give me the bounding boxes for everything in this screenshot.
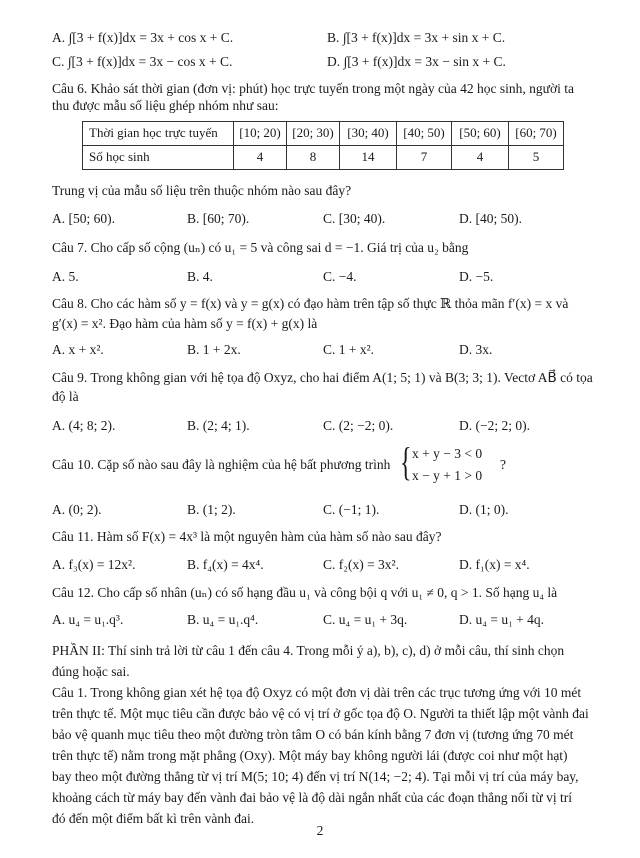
brace-symbol: { (400, 439, 412, 484)
q6-stem (52, 81, 607, 115)
page-number: 2 (316, 823, 324, 838)
q12-option-a: A. u₄ = u₁.q³. (52, 612, 124, 627)
q11-options (52, 557, 620, 577)
q12-option-b: B. u₄ = u₁.q⁴. (187, 612, 259, 627)
q5-option-b: B. ∫[3 + f(x)]dx = 3x + sin x + C. (327, 30, 506, 45)
q12-option-d: D. u₄ = u₁ + 4q. (459, 612, 545, 627)
q7-option-a: A. 5. (52, 269, 79, 284)
part2-heading-line-2: đúng hoặc sai. (52, 664, 130, 679)
q5-option-c: C. ∫[3 + f(x)]dx = 3x − cos x + C. (52, 54, 233, 69)
part2-q1-line-2: trên thực tế. Một mục tiêu cần được bảo vệ có vị trí ở gốc tọa độ O. Người ta thiết lập một vành đai (52, 706, 589, 721)
table-cell: 14 (340, 146, 397, 170)
q8-line-1: Câu 8. Cho các hàm số y = f(x) và y = g(x) có đạo hàm trên tập số thực ℝ thỏa mãn f′(x) = x và (52, 296, 569, 311)
table-cell: 7 (397, 146, 452, 170)
q10-option-c: C. (−1; 1). (323, 502, 380, 517)
part2-q1-line-6: khoảng cách từ máy bay đến vành đai bảo vệ là độ dài ngắn nhất của các đoạn thẳng nối từ vị trí (52, 790, 572, 805)
q7-option-c: C. −4. (323, 269, 357, 284)
q6-option-b: B. [60; 70). (187, 211, 250, 226)
q9-option-a: A. (4; 8; 2). (52, 418, 116, 433)
q11-option-d: D. f₁(x) = x⁴. (459, 557, 530, 572)
q9-options (52, 418, 620, 438)
q10-option-a: A. (0; 2). (52, 502, 102, 517)
q8-option-b: B. 1 + 2x. (187, 342, 241, 357)
q5-options-row2 (52, 54, 620, 74)
table-cell: [20; 30) (287, 122, 340, 146)
q9-stem (52, 370, 607, 406)
q6-options (52, 211, 620, 231)
part2-section (52, 640, 607, 829)
table-cell: [10; 20) (234, 122, 287, 146)
part2-q1-line-5: bay theo một đường thẳng từ vị trí M(5; 10; 4) đến vị trí N(14; −2; 4). Tại mỗi vị trí của máy bay, (52, 769, 579, 784)
q12-option-c: C. u₄ = u₁ + 3q. (323, 612, 408, 627)
table-header-row (83, 122, 564, 146)
table-row (83, 146, 564, 170)
q9-line-2: độ là (52, 388, 79, 404)
q10-option-b: B. (1; 2). (187, 502, 236, 517)
q12-options (52, 612, 620, 632)
table-cell: Số học sinh (83, 146, 234, 170)
q5-option-d: D. ∫[3 + f(x)]dx = 3x − sin x + C. (327, 54, 506, 69)
inequality-2: x − y + 1 > 0 (412, 468, 483, 483)
question-mark: ? (500, 457, 506, 472)
q11-option-c: C. f₂(x) = 3x². (323, 557, 399, 572)
q10-option-d: D. (1; 0). (459, 502, 509, 517)
table-cell: [50; 60) (452, 122, 509, 146)
part2-q1-line-4: trên thực tế) nằm trong mặt phẳng (Oxy). Một máy bay không người lái (được coi như một hạt) (52, 748, 568, 763)
q5-option-a: A. ∫[3 + f(x)]dx = 3x + cos x + C. (52, 30, 234, 45)
q6-question: Trung vị của mẫu số liệu trên thuộc nhóm nào sau đây? (52, 183, 352, 198)
q5-options-row1 (52, 30, 620, 50)
q7-options (52, 269, 620, 289)
q11-option-b: B. f₄(x) = 4x⁴. (187, 557, 264, 572)
q7-stem: Câu 7. Cho cấp số cộng (uₙ) có u₁ = 5 và công sai d = −1. Giá trị của u₂ bằng (52, 240, 469, 255)
q9-option-d: D. (−2; 2; 0). (459, 418, 530, 433)
part2-q1-line-7: đó đến một điểm bất kì trên vành đai. (52, 811, 255, 826)
q9-option-b: B. (2; 4; 1). (187, 418, 250, 433)
table-cell: [60; 70) (509, 122, 564, 146)
q12-stem: Câu 12. Cho cấp số nhân (uₙ) có số hạng đầu u₁ và công bội q với u₁ ≠ 0, q > 1. Số hạng u₄ là (52, 585, 558, 600)
table-cell: Thời gian học trực tuyến (83, 122, 234, 146)
q6-option-a: A. [50; 60). (52, 211, 115, 226)
q6-data-table (82, 121, 564, 170)
inequality-1: x + y − 3 < 0 (412, 446, 483, 461)
q6-line-2: thu được mẫu số liệu ghép nhóm như sau: (52, 97, 279, 113)
part2-heading-line-1: PHẦN II: Thí sinh trả lời từ câu 1 đến câu 4. Trong mỗi ý a), b), c), d) ở mỗi câu, thí sinh chọn (52, 643, 565, 658)
table-cell: 8 (287, 146, 340, 170)
q6-line-1: Câu 6. Khảo sát thời gian (đơn vị: phút) học trực tuyến trong một ngày của 42 học sinh, người ta (52, 81, 574, 96)
q8-line-2: g′(x) = x². Đạo hàm của hàm số y = f(x) + g(x) là (52, 315, 318, 331)
part2-q1-line-3: bảo vệ quanh mục tiêu theo một đường tròn tâm O có bán kính bằng 7 đơn vị (tương ứng 70 mét (52, 727, 574, 742)
table-cell: 4 (234, 146, 287, 170)
q9-line-1: Câu 9. Trong không gian với hệ tọa độ Oxyz, cho hai điểm A(1; 5; 1) và B(3; 3; 1). Vectơ AB⃗ có tọa (52, 370, 593, 385)
q6-option-c: C. [30; 40). (323, 211, 386, 226)
q10-options (52, 502, 620, 522)
q11-stem: Câu 11. Hàm số F(x) = 4x³ là một nguyên hàm của hàm số nào sau đây? (52, 529, 442, 544)
table-cell: [30; 40) (340, 122, 397, 146)
q7-option-d: D. −5. (459, 269, 494, 284)
q8-option-d: D. 3x. (459, 342, 493, 357)
q8-options (52, 342, 620, 362)
table-cell: [40; 50) (397, 122, 452, 146)
table-cell: 5 (509, 146, 564, 170)
table-cell: 4 (452, 146, 509, 170)
q11-option-a: A. f₃(x) = 12x². (52, 557, 136, 572)
q10-stem: Câu 10. Cặp số nào sau đây là nghiệm của hệ bất phương trình (52, 457, 391, 472)
q8-option-a: A. x + x². (52, 342, 104, 357)
q7-option-b: B. 4. (187, 269, 213, 284)
q8-stem (52, 296, 607, 333)
q6-option-d: D. [40; 50). (459, 211, 522, 226)
q9-option-c: C. (2; −2; 0). (323, 418, 394, 433)
part2-q1-line-1: Câu 1. Trong không gian xét hệ tọa độ Oxyz có một đơn vị dài trên các trục tương ứng với 10 mét (52, 685, 582, 700)
q8-option-c: C. 1 + x². (323, 342, 375, 357)
